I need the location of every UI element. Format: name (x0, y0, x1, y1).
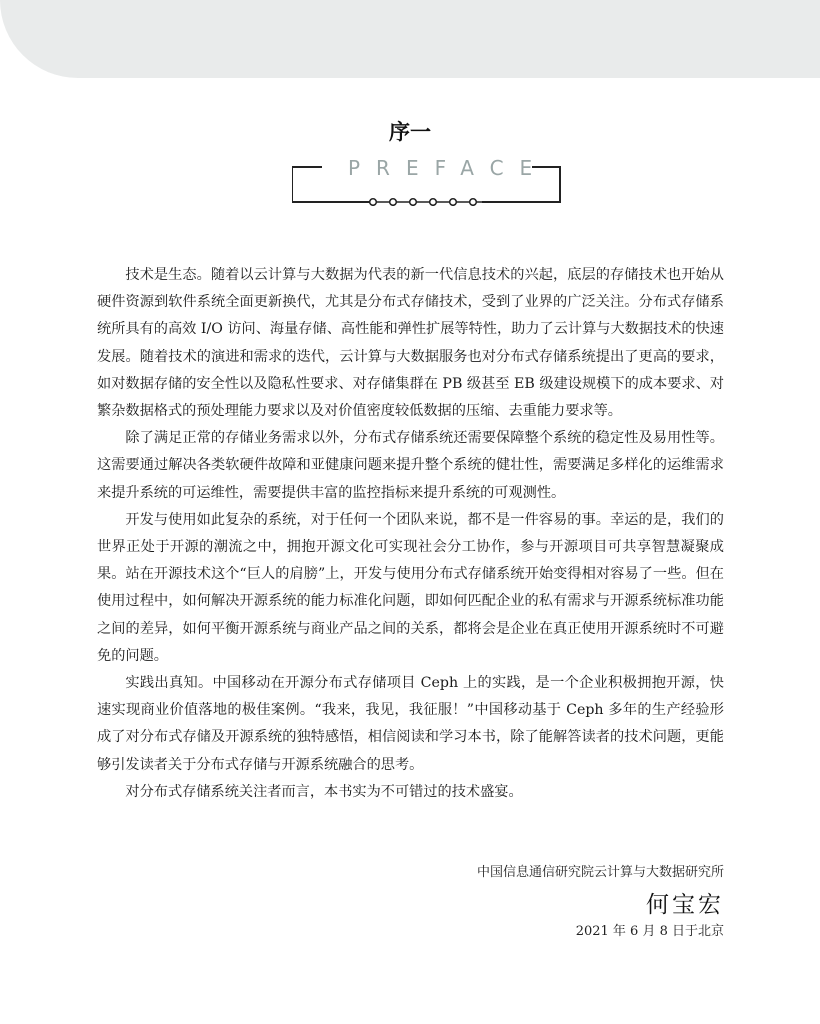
paragraph: 对分布式存储系统关注者而言，本书实为不可错过的技术盛宴。 (125, 783, 523, 800)
preface-ornament (292, 152, 562, 206)
paragraph: 除了满足正常的存储业务需求以外，分布式存储系统还需要保障整个系统的稳定性及易用性等。这需要通过解决各类软硬件故障和亚健康问题来提升整个系统的健壮性，需要满足多样化的运维需求来提升系统的可运维性，需要提供丰富的监控指标来提升系统的可观测性。 (97, 430, 724, 501)
preface-subtitle: PREFACE (348, 156, 549, 180)
preface-body (97, 262, 724, 806)
page-title: 序一 (389, 120, 431, 144)
decorative-header-band (0, 0, 820, 78)
paragraph: 技术是生态。随着以云计算与大数据为代表的新一代信息技术的兴起，底层的存储技术也开始从硬件资源到软件系统全面更新换代，尤其是分布式存储技术，受到了业界的广泛关注。分布式存储系统所具有的高效 I/O 访问、海量存储、高性能和弹性扩展等特性，助力了云计算与大数据技术的快速发展。随着技术的演进和需求的迭代，云计算与大数据服务也对分布式存储系统提出了更高的要求，如对数据存储的安全性以及隐私性要求、对存储集群在 PB 级甚至 EB 级建设规模下的成本要求、对繁杂数据格式的预处理能力要求以及对价值密度较低数据的压缩、去重能力要求等。 (97, 267, 724, 420)
signature-organization: 中国信息通信研究院云计算与大数据研究所 (476, 865, 724, 880)
paragraph: 开发与使用如此复杂的系统，对于任何一个团队来说，都不是一件容易的事。幸运的是，我们的世界正处于开源的潮流之中，拥抱开源文化可实现社会分工协作，参与开源项目可共享智慧凝聚成果。站在开源技术这个“巨人的肩膀”上，开发与使用分布式存储系统开始变得相对容易了一些。但在使用过程中，如何解决开源系统的能力标准化问题，即如何匹配企业的私有需求与开源系统标准功能之间的差异，如何平衡开源系统与商业产品之间的关系，都将会是企业在真正使用开源系统时不可避免的问题。 (97, 511, 724, 664)
paragraph: 实践出真知。中国移动在开源分布式存储项目 Ceph 上的实践，是一个企业积极拥抱开源，快速实现商业价值落地的极佳案例。“我来，我见，我征服！”中国移动基于 Ceph 多年的生产经验形成了对分布式存储及开源系统的独特感悟，相信阅读和学习本书，除了能解答读者的技术问题，更能够引发读者关于分布式存储与开源系统融合的思考。 (97, 675, 724, 773)
signature-author: 何宝宏 (646, 892, 724, 918)
signature-date: 2021 年 6 月 8 日于北京 (575, 924, 724, 939)
